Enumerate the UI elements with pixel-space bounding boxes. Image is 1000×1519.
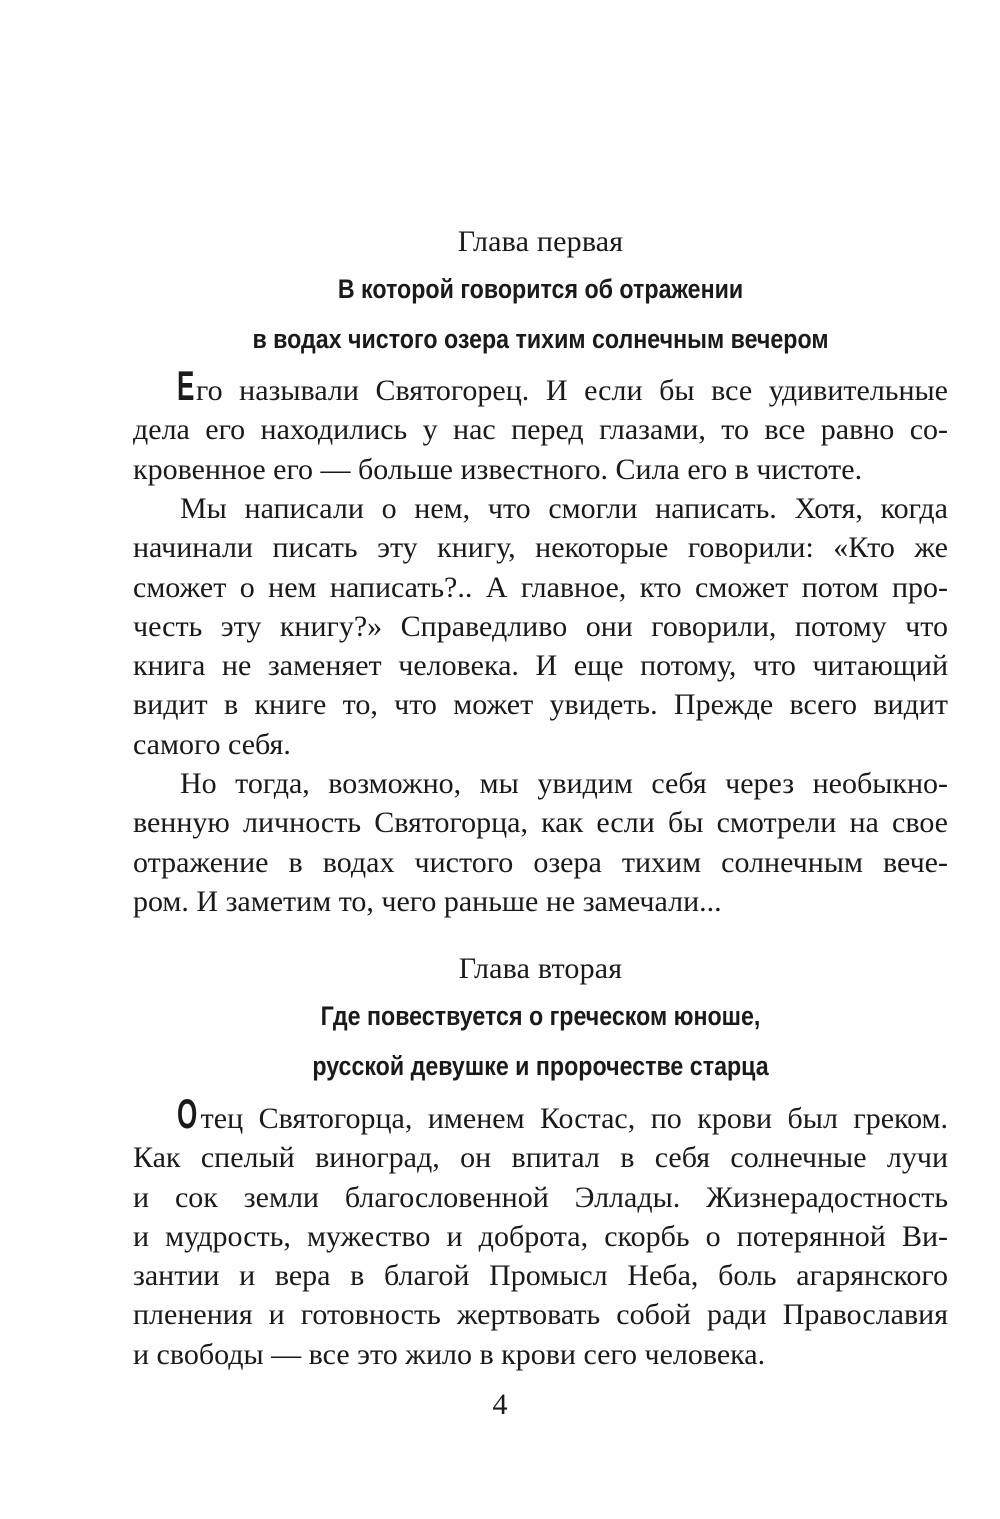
text-line: и свободы — все это жило в крови сего человека. [133, 1337, 766, 1371]
line-text: го называли Святогорец. И если бы все удивительные [196, 374, 948, 407]
text-line: честь эту книгу?» Справедливо они говорили, потому что [133, 609, 948, 643]
text-line: и сок земли благословенной Эллады. Жизнерадостность [133, 1180, 948, 1214]
chapter-title-line: в водах чистого озера тихим солнечным вечером [252, 324, 829, 354]
chapter-1-heading [133, 224, 948, 364]
line-text: тец Святогорца, именем Костас, по крови был греком. [200, 1102, 948, 1135]
paragraph [133, 489, 948, 764]
chapter-label: Глава вторая [458, 952, 623, 985]
chapter-2-heading [133, 951, 948, 1091]
text-line: ром. И заметим то, чего раньше не замечали... [133, 884, 722, 918]
chapter-title [190, 264, 891, 364]
text-line: Мы написали о нем, что смогли написать. Хотя, когда [180, 492, 948, 525]
page-number: 4 [492, 1388, 508, 1421]
paragraph [133, 764, 948, 921]
text-line [133, 362, 948, 410]
paragraph [133, 362, 948, 489]
text-line: книга не заменяет человека. И еще потому, что читающий [133, 649, 948, 683]
text-line: и мудрость, мужество и доброта, скорбь о потерянной Ви- [133, 1219, 948, 1253]
chapter-title-line: В которой говорится об отражении [337, 274, 744, 304]
text-line: отражение в водах чистого озера тихим солнечным вече- [133, 845, 948, 879]
text-line: видит в книге то, что может увидеть. Прежде всего видит [133, 688, 948, 722]
text-line: венную личность Святогорца, как если бы смотрели на свое [133, 806, 948, 840]
text-line: самого себя. [133, 727, 291, 761]
text-line: Как спелый виноград, он впитал в себя солнечные лучи [133, 1141, 948, 1175]
text-line: пленения и готовность жертвовать собой ради Православия [133, 1298, 948, 1332]
text-line: Но тогда, возможно, мы увидим себя через необыкно- [180, 767, 948, 800]
chapter-label: Глава первая [457, 225, 624, 258]
paragraph [133, 1090, 948, 1374]
chapter-title [190, 991, 891, 1091]
text-line: начинали писать эту книгу, некоторые говорили: «Кто же [133, 531, 948, 565]
text-line: кровенное его — больше известного. Сила его в чистоте. [133, 452, 863, 486]
drop-cap: Е [177, 362, 195, 409]
chapter-title-line: русской девушке и пророчестве старца [312, 1051, 769, 1081]
text-line: зантии и вера в благой Промысл Неба, боль агарянского [133, 1259, 948, 1293]
drop-cap: О [177, 1090, 198, 1137]
text-line: сможет о нем написать?.. А главное, кто сможет потом про- [133, 570, 948, 604]
chapter-title-line: Где повествуется о греческом юноше, [320, 1001, 761, 1031]
text-line: дела его находились у нас перед глазами, то все равно со- [133, 413, 948, 447]
text-line [133, 1090, 948, 1138]
